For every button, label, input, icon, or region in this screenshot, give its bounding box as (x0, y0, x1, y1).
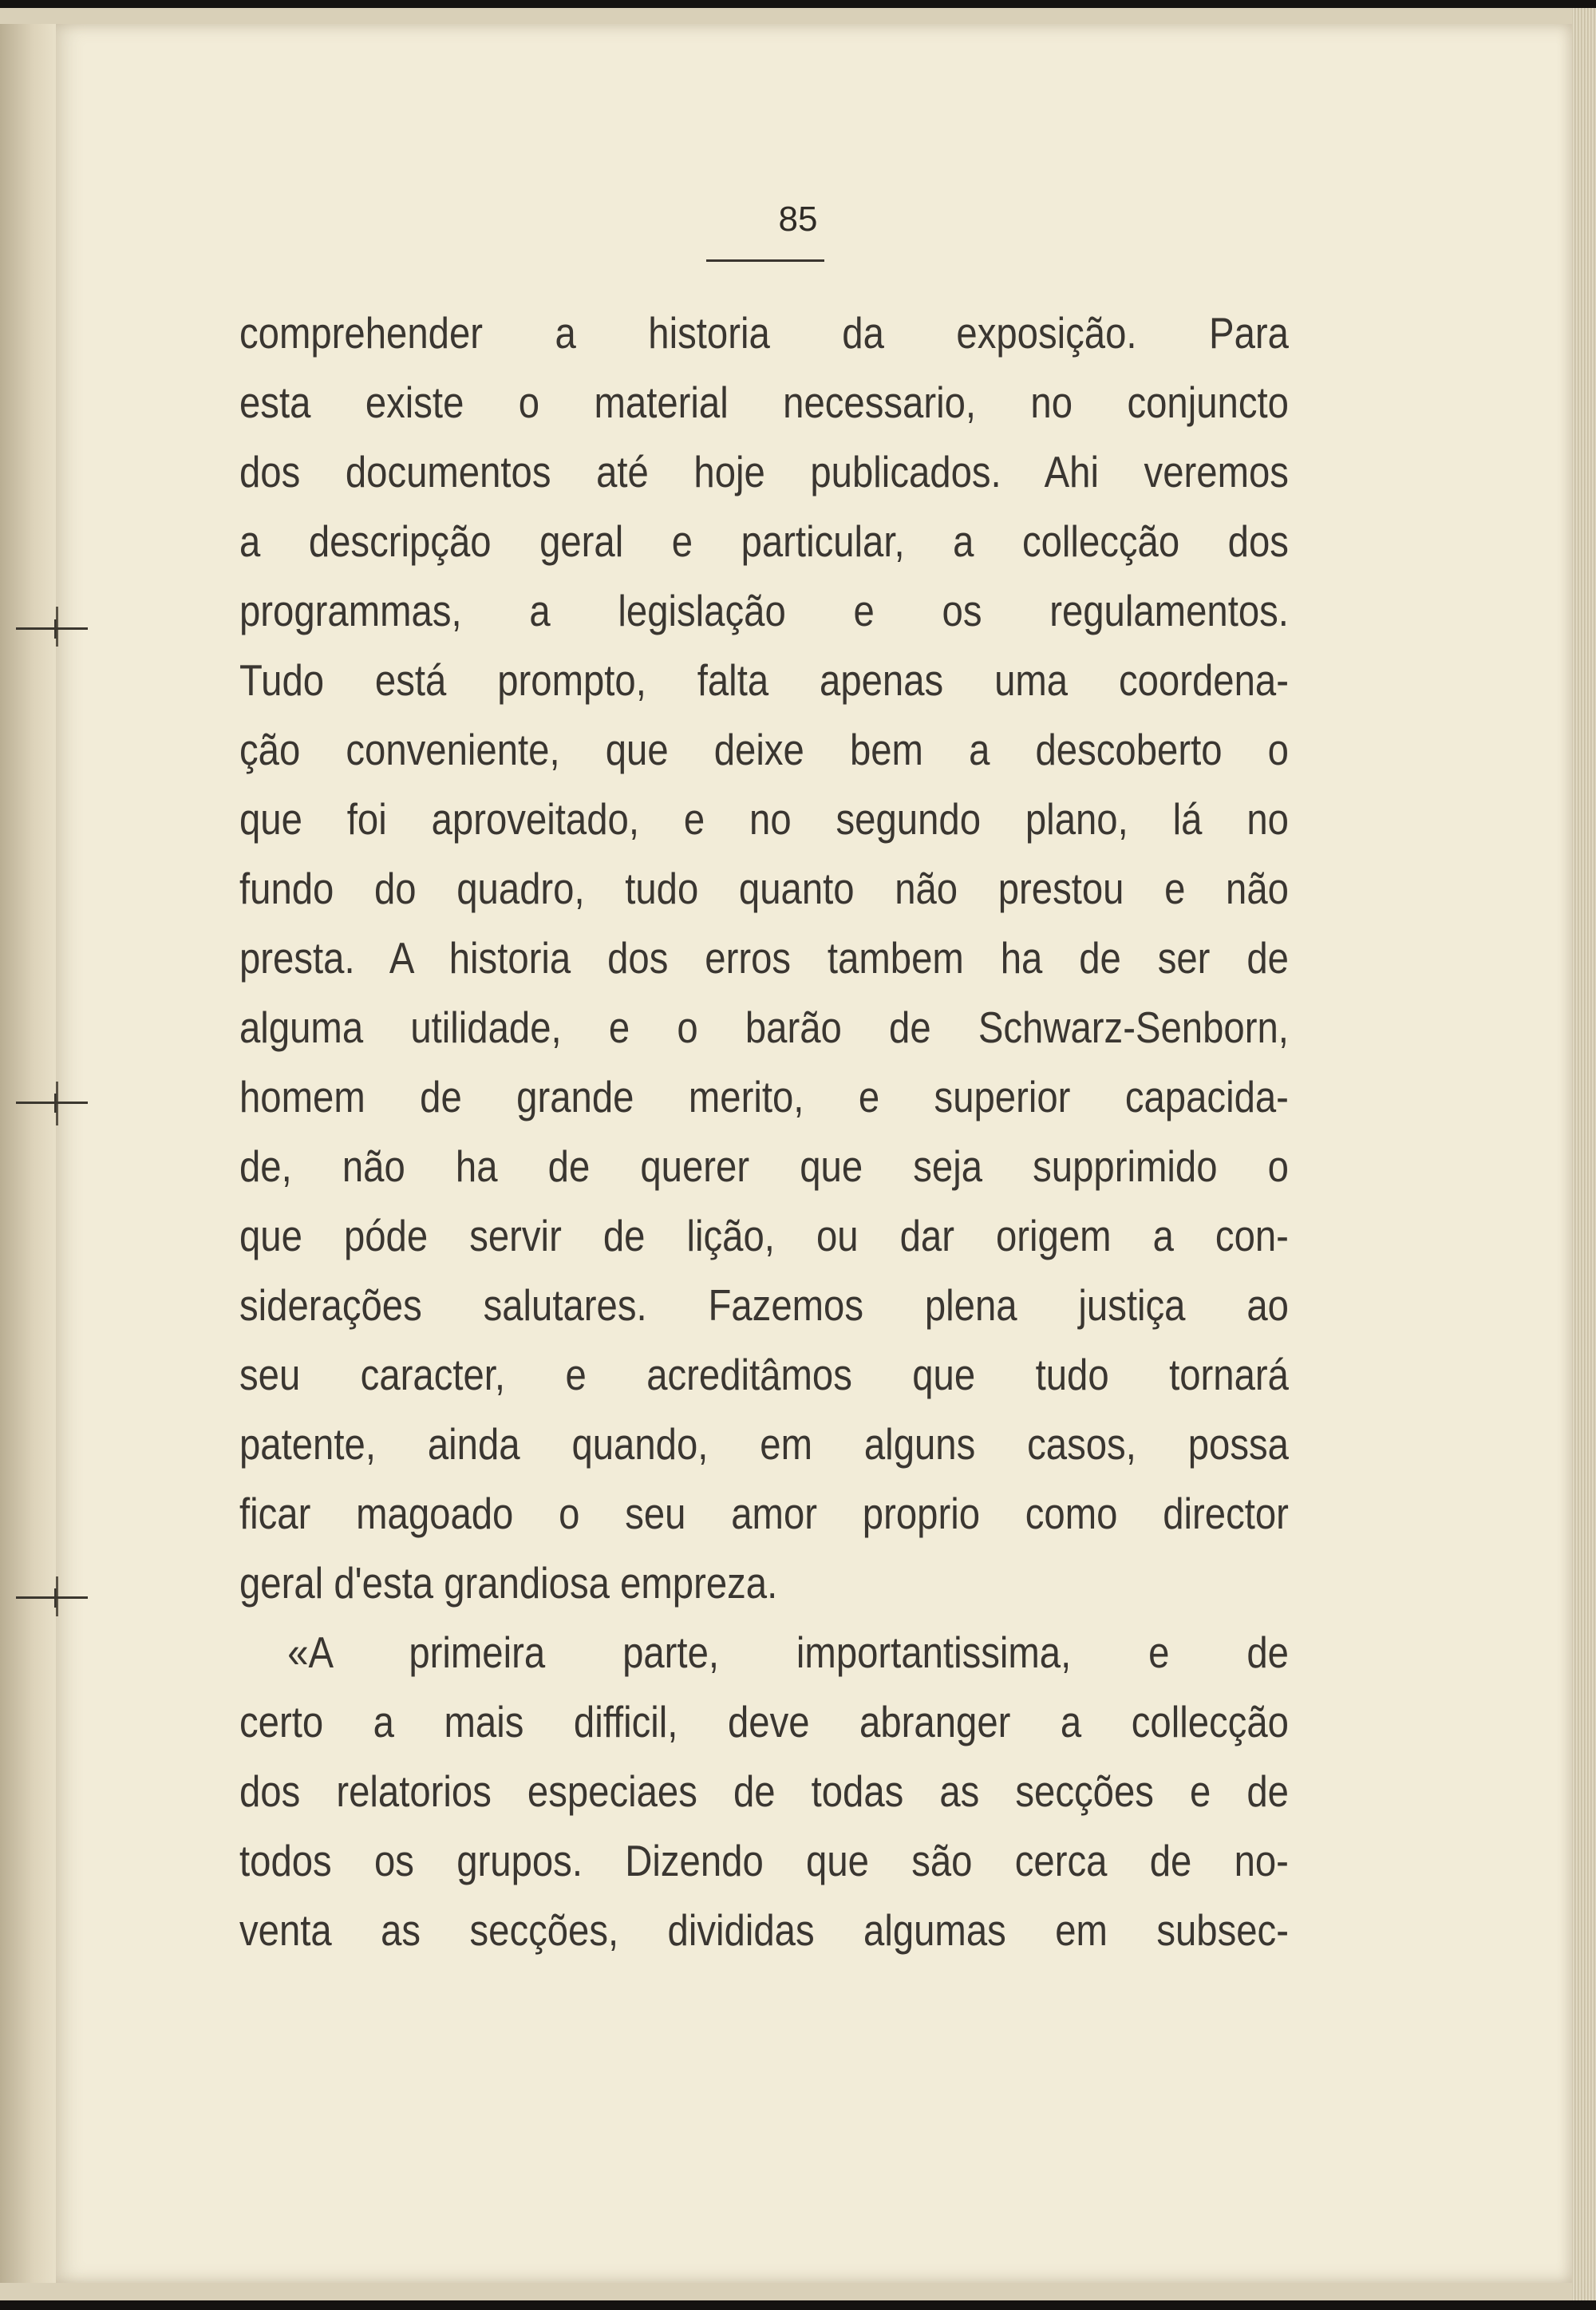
text-line: presta. A historia dos erros tambem ha de ser de (239, 933, 1289, 983)
margin-mark (16, 627, 88, 630)
text-line: que póde servir de lição, ou dar origem a con- (239, 1211, 1289, 1260)
binding-gutter (0, 24, 56, 2283)
text-line: venta as secções, divididas algumas em subsec- (239, 1905, 1289, 1955)
text-line: ficar magoado o seu amor proprio como director (239, 1489, 1289, 1538)
text-line: a descripção geral e particular, a collecção dos (239, 516, 1289, 566)
margin-mark (16, 1596, 88, 1599)
text-line: Tudo está prompto, falta apenas uma coordena- (239, 655, 1289, 705)
text-line: ção conveniente, que deixe bem a descoberto o (239, 725, 1289, 774)
text-line: siderações salutares. Fazemos plena justiça ao (239, 1280, 1289, 1330)
text-line: fundo do quadro, tudo quanto não prestou e não (239, 864, 1289, 913)
text-line: programmas, a legislação e os regulamentos. (239, 586, 1289, 635)
text-line: geral d'esta grandiosa empreza. (239, 1558, 778, 1608)
text-line: seu caracter, e acreditâmos que tudo tornará (239, 1350, 1289, 1399)
body-text (239, 299, 1289, 1965)
text-line: dos documentos até hoje publicados. Ahi veremos (239, 447, 1289, 496)
text-line: dos relatorios especiaes de todas as secções e de (239, 1766, 1289, 1816)
text-line: comprehender a historia da exposição. Para (239, 308, 1289, 358)
text-line: alguma utilidade, e o barão de Schwarz-Senborn, (239, 1003, 1289, 1052)
page-edge-stack (1572, 8, 1596, 2300)
page-number: 85 (778, 200, 818, 239)
text-line: «A primeira parte, importantissima, e de (287, 1628, 1289, 1677)
text-line: esta existe o material necessario, no conjuncto (239, 378, 1289, 427)
text-line: todos os grupos. Dizendo que são cerca de no- (239, 1836, 1289, 1885)
text-line: que foi aproveitado, e no segundo plano, lá no (239, 794, 1289, 844)
margin-mark (16, 1102, 88, 1104)
text-line: patente, ainda quando, em alguns casos, possa (239, 1419, 1289, 1469)
text-line: homem de grande merito, e superior capacida- (239, 1072, 1289, 1121)
text-line: certo a mais difficil, deve abranger a collecção (239, 1697, 1289, 1746)
header-rule (706, 259, 824, 262)
text-line: de, não ha de querer que seja supprimido o (239, 1141, 1289, 1191)
